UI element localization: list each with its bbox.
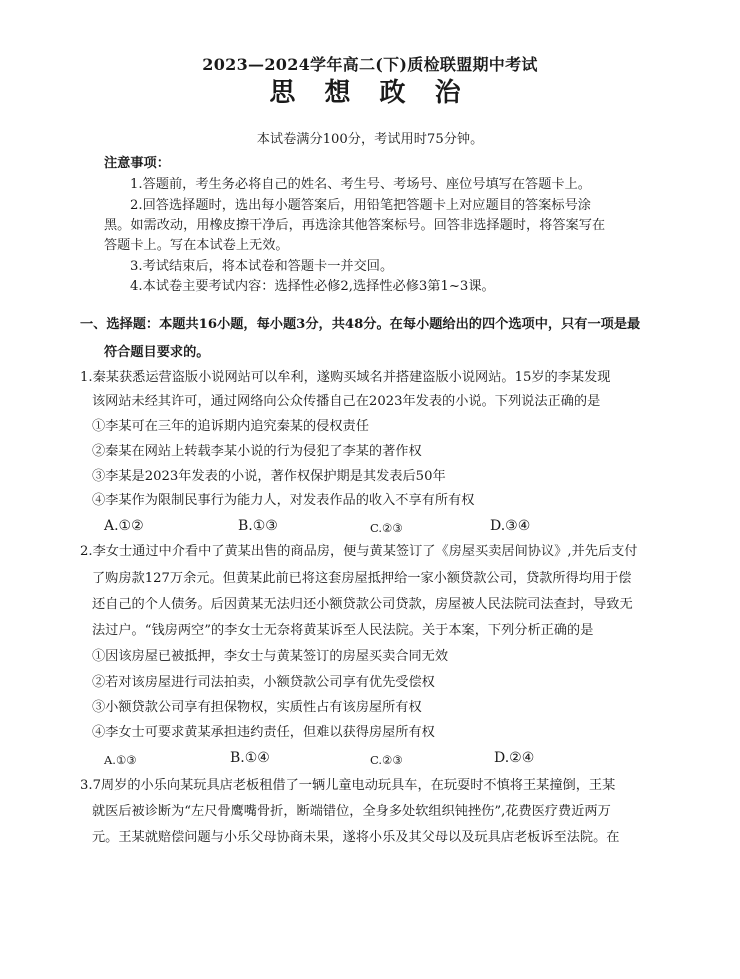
question-2-statement: ②若对该房屋进行司法拍卖，小额贷款公司享有优先受偿权: [92, 675, 435, 690]
question-2-statement: ①因该房屋已被抵押，李女士与黄某签订的房屋买卖合同无效: [92, 649, 449, 664]
note-line: 3.考试结束后，将本试卷和答题卡一并交回。: [130, 259, 394, 274]
question-1-option-d: D.③④: [490, 518, 531, 534]
question-1-option-a: A.①②: [104, 518, 144, 534]
question-2-option-d: D.②④: [494, 750, 535, 766]
question-2-stem: 法过户。“钱房两空”的李女士无奈将黄某诉至人民法院。关于本案，下列分析正确的是: [92, 623, 594, 638]
question-2-stem: 还自己的个人债务。后因黄某无法归还小额贷款公司贷款，房屋被人民法院司法查封，导致无: [92, 597, 633, 612]
question-1-statement: ④李某作为限制民事行为能力人，对发表作品的收入不享有所有权: [92, 493, 475, 508]
question-2-stem: 了购房款127万余元。但黄某此前已将这套房屋抵押给一家小额贷款公司，贷款所得均用于偿: [92, 571, 632, 586]
question-3-stem: 3.7周岁的小乐向某玩具店老板租借了一辆儿童电动玩具车，在玩耍时不慎将王某撞倒，王某: [80, 778, 616, 793]
question-1-stem: 1.秦某获悉运营盗版小说网站可以牟利，遂购买域名并搭建盗版小说网站。15岁的李某发现: [80, 370, 611, 385]
question-2-statement: ③小额贷款公司享有担保物权，实质性占有该房屋所有权: [92, 700, 422, 715]
question-1-option-b: B.①③: [238, 518, 278, 534]
exam-title: 2023—2024学年高二(下)质检联盟期中考试: [202, 55, 538, 74]
note-line: 2.回答选择题时，选出每小题答案后，用铅笔把答题卡上对应题目的答案标号涂: [130, 198, 591, 213]
question-2-option-c: C.②③: [370, 753, 403, 767]
question-2-stem: 2.李女士通过中介看中了黄某出售的商品房，便与黄某签订了《房屋买卖居间协议》,并先后支付: [80, 544, 638, 559]
question-3-stem: 就医后被诊断为“左尺骨鹰嘴骨折，断端错位，全身多处软组织钝挫伤”,花费医疗费近两万: [92, 804, 611, 819]
question-2-option-b: B.①④: [230, 750, 270, 766]
question-1-statement: ③李某是2023年发表的小说，著作权保护期是其发表后50年: [92, 469, 446, 484]
note-line: 1.答题前，考生务必将自己的姓名、考生号、考场号、座位号填写在答题卡上。: [130, 177, 591, 192]
question-1-statement: ②秦某在网站上转载李某小说的行为侵犯了李某的著作权: [92, 444, 422, 459]
question-1-statement: ①李某可在三年的追诉期内追究秦某的侵权责任: [92, 419, 369, 434]
question-1-stem: 该网站未经其许可，通过网络向公众传播自己在2023年发表的小说。下列说法正确的是: [92, 394, 601, 409]
question-3-stem: 元。王某就赔偿问题与小乐父母协商未果，遂将小乐及其父母以及玩具店老板诉至法院。在: [92, 830, 620, 845]
notes-heading: 注意事项：: [104, 156, 170, 171]
section-heading: 一、选择题：本题共16小题，每小题3分，共48分。在每小题给出的四个选项中，只有一项是最: [80, 317, 641, 332]
exam-info: 本试卷满分100分，考试用时75分钟。: [256, 132, 484, 147]
question-1-option-c: C.②③: [370, 521, 403, 535]
section-heading-cont: 符合题目要求的。: [104, 345, 210, 360]
question-2-statement: ④李女士可要求黄某承担违约责任，但难以获得房屋所有权: [92, 725, 435, 740]
note-line: 黑。如需改动，用橡皮擦干净后，再选涂其他答案标号。回答非选择题时，将答案写在: [104, 218, 606, 233]
note-line: 4.本试卷主要考试内容：选择性必修2,选择性必修3第1~3课。: [130, 279, 495, 294]
question-2-option-a: A.①③: [104, 753, 137, 767]
subject-title: 思 想 政 治: [269, 78, 471, 108]
note-line: 答题卡上。写在本试卷上无效。: [104, 238, 289, 253]
